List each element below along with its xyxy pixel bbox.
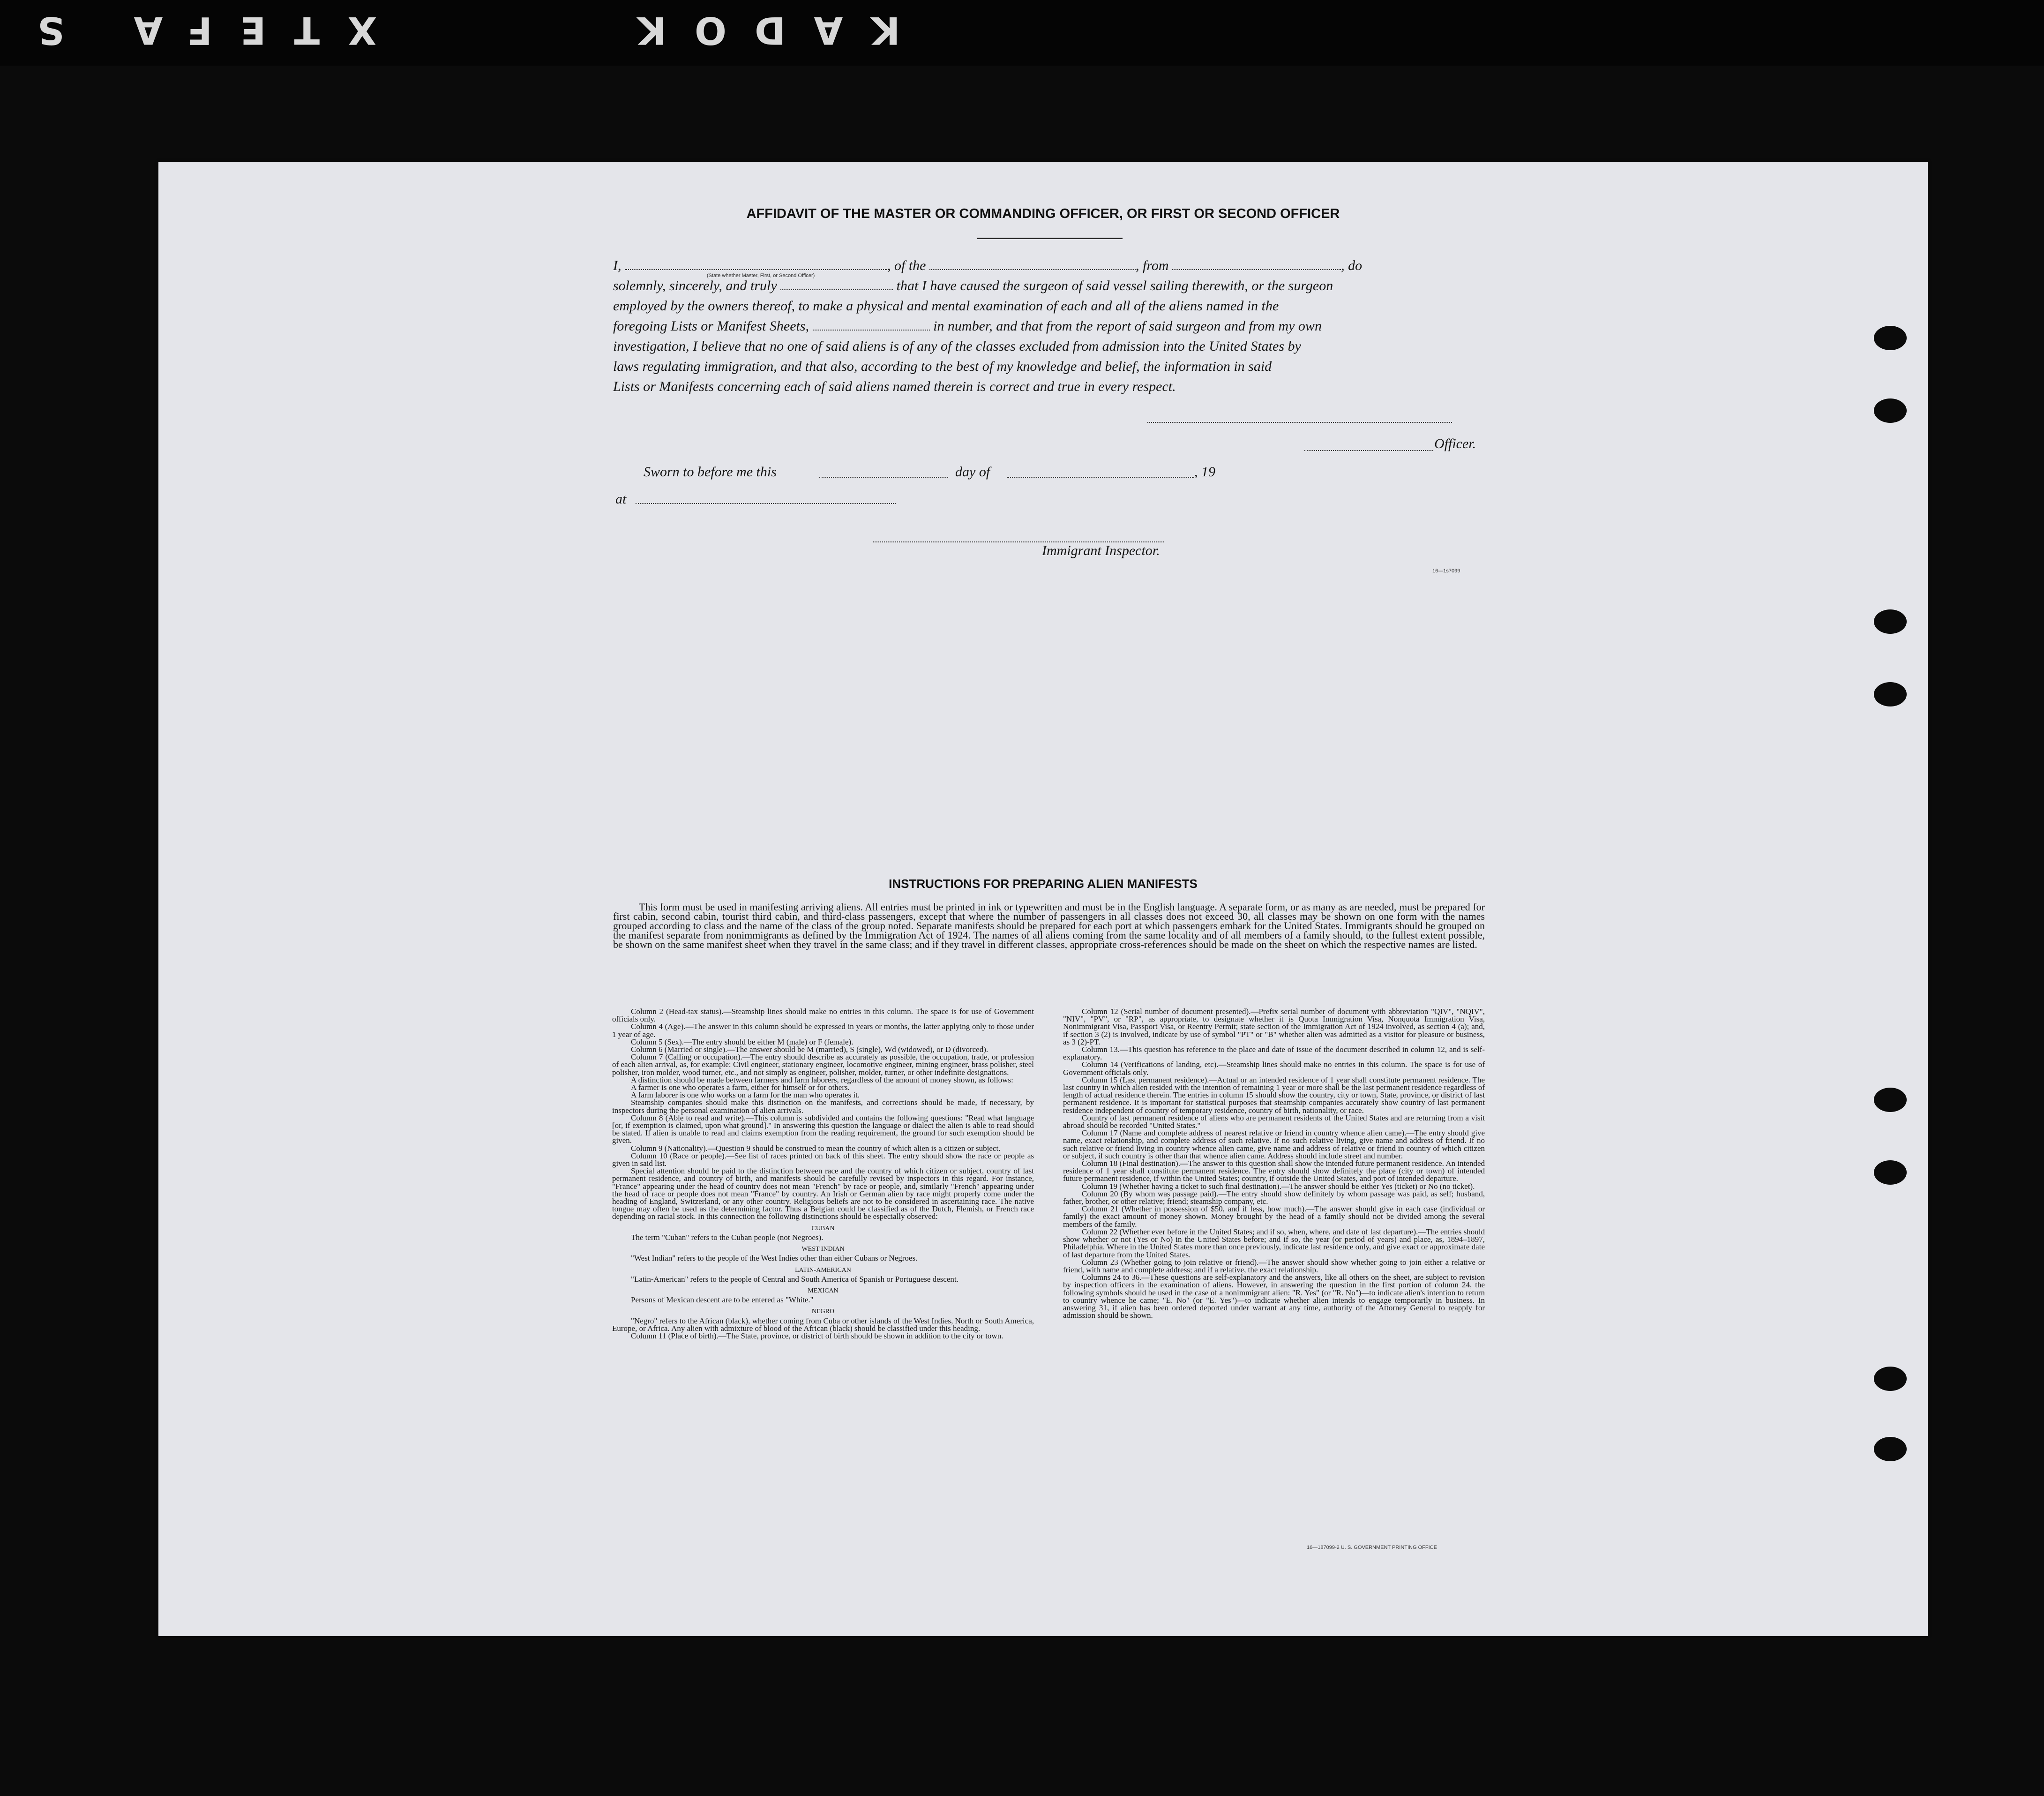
affidavit-line-2 (613, 276, 1490, 296)
instruction-paragraph: Column 4 (Age).—The answer in this column should be expressed in years or months, the latter applying only to those under 1 year of age. (612, 1022, 1034, 1039)
blank-day[interactable] (819, 477, 948, 478)
affidavit-line-7: Lists or Manifests concerning each of said aliens named therein is correct and true in every respect. (613, 379, 1176, 394)
instruction-paragraph: "Negro" refers to the African (black), whether coming from Cuba or other islands of the West Indies, North or South America, Europe, or Africa. Any alien with admixture of blood of the African (black) should be classified under this heading. (612, 1316, 1034, 1333)
instruction-paragraph: Column 23 (Whether going to join relative or friend).—The answer should show whether going to join either a relative or friend, with name and complete address; and if a relative, the exact relationship. (1063, 1257, 1485, 1274)
blank-port-from[interactable] (1172, 260, 1341, 270)
blank-officer-title[interactable] (625, 260, 887, 270)
affidavit-text: solemnly, sincerely, and truly (613, 278, 777, 293)
blank-place[interactable] (636, 503, 896, 504)
affidavit-text: I, (613, 258, 621, 273)
instruction-paragraph: Column 22 (Whether ever before in the United States; and if so, when, where, and date of last departure).—The entries should show whether or not (Yes or No) in the United States before; and if so, the year (or period of years) and place, as, 1894–1897, Philadelphia. Where in the United States more than once previously, indicate last residence only, and give exact or approximate date of last departure from the United States. (1063, 1227, 1485, 1259)
at-label: at (615, 491, 627, 507)
instructions-right-column (1063, 1008, 1485, 1319)
instruction-paragraph: Column 5 (Sex).—The entry should be either M (male) or F (female). (631, 1037, 854, 1046)
form-reference: 16—1s7099 (1432, 568, 1460, 574)
printing-office-reference: 16—187099-2 U. S. GOVERNMENT PRINTING OFFICE (1307, 1545, 1437, 1550)
blank-sheet-count[interactable] (813, 320, 930, 331)
punch-hole (1874, 326, 1907, 350)
instruction-paragraph: Special attention should be paid to the distinction between race and the country of which citizen or subject, country of last permanent residence, and country of birth, and manifests should be carefully revised by inspectors in this regard. For instance, "France" appearing under the head of country does not mean "French" by race or people, and, similarly "French" appearing under the head of race or people does not mean "France" by country. An Irish or German alien by race might properly come under the heading of England, Switzerland, or any other country. Religious beliefs are not to be considered in ascertaining race. The native tongue may often be used as the determining factor. Thus a Belgian could be classified as of the Dutch, Flemish, or French race depending on racial stock. In this connection the following distinctions should be especially observed: (612, 1166, 1034, 1221)
state-note: (State whether Master, First, or Second Officer) (707, 273, 815, 278)
punch-hole (1874, 1088, 1907, 1112)
instruction-paragraph: Column 12 (Serial number of document presented).—Prefix serial number of document with abbreviation "QIV", "NQIV", "NIV", "PV", or "RP", as appropriate, to designate whether it is Quota Immigration Visa, Nonquota Immigration Visa, Nonimmigrant Visa, Passport Visa, or Reentry Permit; state section of the Immigration Act of 1924 involved, as section 4 (a); and, if section 3 (2) is involved, indicate by use of symbol "PT" or "B" whether alien was admitted as a visitor for pleasure or business, as 3 (2)-PT. (1063, 1007, 1485, 1046)
race-heading: LATIN-AMERICAN (795, 1266, 851, 1274)
punch-hole (1874, 1367, 1907, 1391)
affidavit-text: , from (1136, 258, 1169, 273)
officer-signature-line[interactable] (1304, 450, 1433, 451)
instruction-paragraph: "Latin-American" refers to the people of Central and South America of Spanish or Portuguese descent. (631, 1274, 958, 1284)
punch-hole (1874, 398, 1907, 423)
instruction-paragraph: Columns 24 to 36.—These questions are self-explanatory and the answers, like all others on the sheet, are subject to revision by inspection officers in the examination of aliens. However, in answering the question in the first portion of column 24, the following symbols should be used in the case of a nonimmigrant alien: "R. Yes" (or "R. No")—to indicate alien's intention to return to country whence he came; "E. No" (or "E. Yes")—to indicate whether alien intends to engage temporarily in business. In answering 31, if alien has been ordered deported under warrant at any time, authority of the Attorney General to reapply for admission should be shown. (1063, 1273, 1485, 1320)
day-of-label: day of (955, 464, 990, 480)
race-heading: WEST INDIAN (801, 1246, 845, 1253)
affidavit-line-4 (613, 316, 1490, 336)
instruction-paragraph: Column 8 (Able to read and write).—This column is subdivided and contains the following questions: "Read what language [or, if exemption is claimed, upon what ground]." In answering this question the language or dialect the alien is able to read should be stated. If alien is unable to read and claims exemption from the reading requirement, the ground for such exemption should be given. (612, 1113, 1034, 1145)
instruction-paragraph: Column 13.—This question has reference to the place and date of issue of the document described in column 12, and is self-explanatory. (1063, 1045, 1485, 1062)
title-rule (977, 238, 1123, 239)
affidavit-text: in number, and that from the report of said surgeon and from my own (933, 318, 1322, 334)
film-edge-strip (0, 0, 2044, 66)
race-heading: NEGRO (811, 1308, 835, 1315)
instruction-paragraph: Column 9 (Nationality).—Question 9 should be construed to mean the country of which alien is a citizen or subject. (631, 1143, 1001, 1153)
instruction-paragraph: Column 6 (Married or single).—The answer should be M (married), S (single), Wd (widowed), or D (divorced). (631, 1045, 988, 1054)
punch-hole (1874, 682, 1907, 706)
punch-hole (1874, 1160, 1907, 1185)
inspector-label: Immigrant Inspector. (1042, 543, 1160, 558)
affidavit-text: , of the (887, 258, 926, 273)
instructions-left-column (612, 1008, 1034, 1340)
race-heading: MEXICAN (808, 1287, 839, 1294)
race-heading: CUBAN (811, 1225, 835, 1232)
affidavit-title: AFFIDAVIT OF THE MASTER OR COMMANDING OFFICER, OR FIRST OR SECOND OFFICER (746, 206, 1340, 221)
blank-oath-type[interactable] (780, 280, 893, 290)
instruction-paragraph: A farm laborer is one who works on a farm for the man who operates it. (631, 1090, 860, 1100)
instructions-intro: This form must be used in manifesting arriving aliens. All entries must be printed in ink or typewritten and must be in the English language. A separate form, or as many as are needed, must be prepared for first cabin, second cabin, tourist third cabin, and third-class passengers, except that where the number of passengers in all classes does not exceed 30, all classes may be shown on one form with the names grouped according to class and the name of the class of the group noted. Separate manifests should be prepared for each port at which passengers embark for the United States. Immigrants should be grouped on the manifest separate from nonimmigrants as defined by the Immigration Act of 1924. The names of all aliens coming from the same locality and of all members of a family should, to the fullest extent possible, be shown on the same manifest sheet when they travel in the same class; and if they travel in different classes, appropriate cross-references should be made on the sheet on which the respective names are listed. (613, 901, 1485, 950)
instruction-paragraph: "West Indian" refers to the people of the West Indies other than either Cubans or Negroes. (631, 1254, 918, 1263)
film-edge-marking: KADOK (609, 8, 900, 52)
instruction-paragraph: Column 15 (Last permanent residence).—Actual or an intended residence of 1 year shall constitute permanent residence. The last country in which alien resided with the intention of remaining 1 year or more shall be the last permanent residence regardless of length of actual residence therein. The entries in column 15 should show the country, city or town, State, province, or district of last permanent residence. It is important for statistical purposes that steamship companies accurately show country of last permanent residence independent of country of temporary residence, country of birth, nationality, or race. (1063, 1075, 1485, 1115)
year-label: , 19 (1194, 464, 1215, 480)
instruction-paragraph: Column 2 (Head-tax status).—Steamship lines should make no entries in this column. The space is for use of Government officials only. (612, 1007, 1034, 1024)
instruction-paragraph: Column 17 (Name and complete address of nearest relative or friend in country whence alien came).—The entry should give name, exact relationship, and complete address of such relative. If no such relative living, give name and address of friend. If no such relative or friend living in country whence alien came, give name and address of relative or friend in country of which citizen or subject, if such country is other than that whence alien came. Address should include street and number. (1063, 1128, 1485, 1160)
punch-hole (1874, 609, 1907, 634)
instruction-paragraph: A farmer is one who operates a farm, either for himself or for others. (631, 1083, 850, 1092)
affidavit-line-6: laws regulating immigration, and that also, according to the best of my knowledge and belief, the information in said (613, 359, 1272, 374)
instruction-paragraph: Steamship companies should make this distinction on the manifests, and corrections should be made, if necessary, by inspectors during the personal examination of alien arrivals. (612, 1098, 1034, 1115)
signature-line[interactable] (1147, 422, 1452, 423)
instruction-paragraph: Column 21 (Whether in possession of $50, and if less, how much).—The answer should give in each case (individual or family) the exact amount of money shown. Money brought by the head of a family should not be divided among the several members of the family. (1063, 1204, 1485, 1229)
instruction-paragraph: Column 20 (By whom was passage paid).—The entry should show definitely by whom passage was paid, as self; husband, father, brother, or other relative; friend; steamship company, etc. (1063, 1189, 1485, 1206)
instruction-paragraph: Column 11 (Place of birth).—The State, province, or district of birth should be shown in addition to the city or town. (631, 1331, 1003, 1340)
sworn-label: Sworn to before me this (644, 464, 777, 480)
affidavit-text: that I have caused the surgeon of said vessel sailing therewith, or the surgeon (896, 278, 1333, 293)
instruction-paragraph: Column 14 (Verifications of landing, etc).—Steamship lines should make no entries in this column. The space is for use of Government officials only. (1063, 1060, 1485, 1077)
affidavit-line-3: employed by the owners thereof, to make a physical and mental examination of each and all of the aliens named in the (613, 298, 1279, 314)
manifest-page (158, 162, 1928, 1636)
affidavit-line-5: investigation, I believe that no one of said aliens is of any of the classes excluded from admission into the United States by (613, 338, 1301, 354)
punch-hole (1874, 1437, 1907, 1461)
instruction-paragraph: The term "Cuban" refers to the Cuban people (not Negroes). (631, 1232, 824, 1242)
instruction-paragraph: Column 19 (Whether having a ticket to such final destination).—The answer should be either Yes (ticket) or No (no ticket). (1082, 1181, 1475, 1191)
instructions-title: INSTRUCTIONS FOR PREPARING ALIEN MANIFESTS (889, 877, 1198, 891)
affidavit-text: foregoing Lists or Manifest Sheets, (613, 318, 809, 334)
officer-label: Officer. (1434, 436, 1476, 451)
instruction-paragraph: A distinction should be made between farmers and farm laborers, regardless of the amount of money shown, as follows: (631, 1075, 1013, 1084)
instruction-paragraph: Column 7 (Calling or occupation).—The entry should describe as accurately as possible, the occupation, trade, or profession of each alien arrival, as, for example: Civil engineer, stationary engineer, locomotive engineer, mining engineer, brass polisher, steel polisher, iron molder, wood turner, etc., and not simply as engineer, polisher, molder, turner, or other indefinite designations. (612, 1052, 1034, 1077)
blank-vessel-name[interactable] (929, 260, 1136, 270)
film-edge-marking: XTEFA S (9, 8, 377, 52)
instruction-paragraph: Column 18 (Final destination).—The answer to this question shall show the intended future permanent residence. An intended residence of 1 year shall constitute permanent residence. The entry should show definitely the place (city or town) of intended future permanent residence, if within the United States; country, if outside the United States, and port of intended departure. (1063, 1159, 1485, 1183)
instruction-paragraph: Country of last permanent residence of aliens who are permanent residents of the United States and are returning from a visit abroad should be recorded "United States." (1063, 1113, 1485, 1130)
affidavit-text: , do (1341, 258, 1363, 273)
instruction-paragraph: Column 10 (Race or people).—See list of races printed on back of this sheet. The entry should show the race or people as given in said list. (612, 1151, 1034, 1168)
instruction-paragraph: Persons of Mexican descent are to be entered as "White." (631, 1295, 814, 1305)
inspector-signature-line[interactable] (873, 541, 1164, 542)
blank-month[interactable] (1007, 477, 1194, 478)
